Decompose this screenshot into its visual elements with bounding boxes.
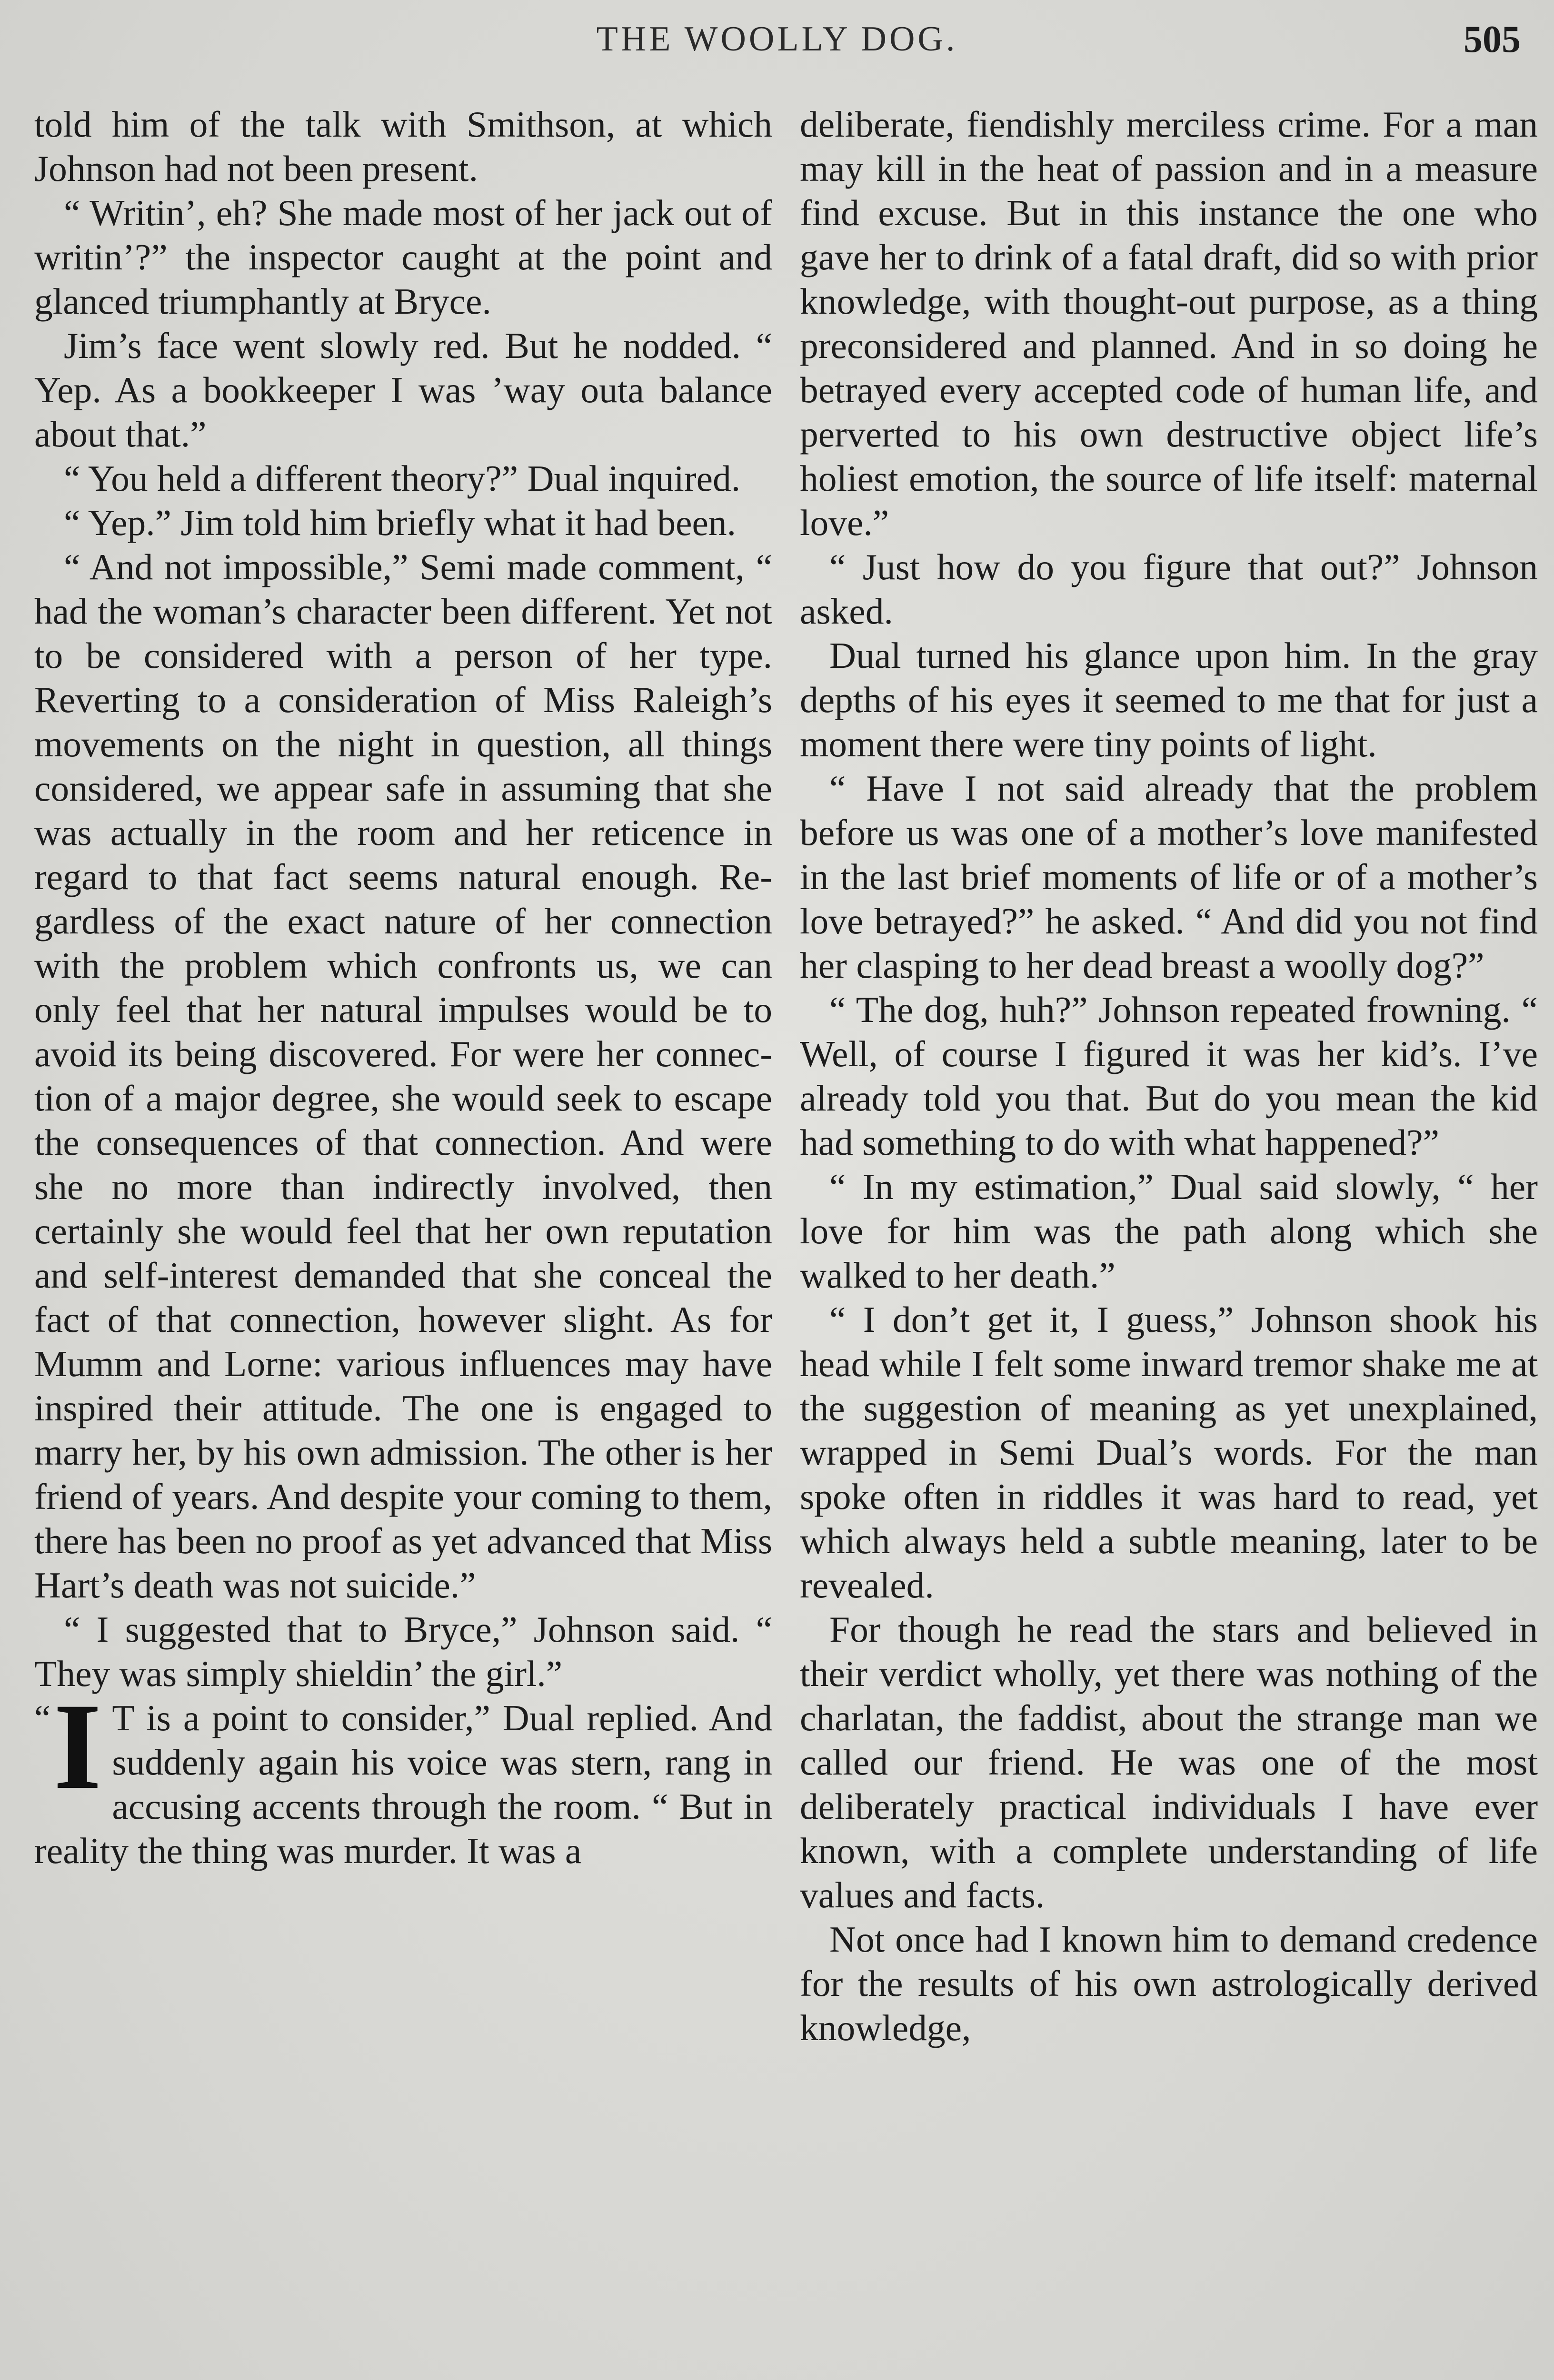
paragraph: Jim’s face went slowly red. But he nodded. “ Yep. As a bookkeeper I was ’way outa balance about that.” (34, 325, 772, 455)
paragraph: “ I suggested that to Bryce,” Johnson said. “ They was simply shieldin’ the girl.” (34, 1609, 772, 1694)
paragraph: “ You held a different theory?” Dual inquired. (64, 458, 741, 499)
paragraph: Not once had I known him to demand credence for the results of his own astrologically derived knowledge, (800, 1919, 1538, 2048)
paragraph: “ I don’t get it, I guess,” Johnson shook his head while I felt some inward tremor shake me at the suggestion of meaning as yet unexplained, wrapped in Semi Dual’s words. For the man spoke often in riddles it was hard to read, yet which always held a subtle meaning, later to be revealed. (800, 1299, 1538, 1606)
paragraph: “ And not impossible,” Semi made comment, “ had the woman’s character been different. Yet not to be considered with a person of her type. Reverting to a consideration of Miss Raleigh’s movements on the night in question, all things considered, we appear safe in assuming that she was actually in the room and her reticence in regard to that fact seems natural enough. Regardless of the exact nature of her connection with the problem which confronts us, we can only feel that her natural impulses would be to avoid its being discovered. For were her connection of a major degree, she would seek to escape the consequences of that connection. And were she no more than indirectly involved, then certainly she would feel that her own reputation and self-interest demanded that she conceal the fact of that connection, however slight. As for Mumm and Lorne: various influences may have inspired their attitude. The one is engaged to marry her, by his own admission. The other is her friend of years. And despite your coming to them, there has been no proof as yet advanced that Miss Hart’s death was not suicide.” (34, 546, 772, 1606)
paragraph: deliberate, fiendishly merciless crime. For a man may kill in the heat of passion and in a measure find excuse. But in this instance the one who gave her to drink of a fatal draft, did so with prior knowledge, with thought-out purpose, as a thing preconsidered and planned. And in so doing he betrayed every accepted code of human life, and perverted to his own destructive object life’s holiest emotion, the source of life itself: maternal love.” (800, 104, 1538, 543)
right-column (800, 102, 1538, 2380)
paragraph: Dual turned his glance upon him. In the gray depths of his eyes it seemed to me that for just a moment there were tiny points of light. (800, 635, 1538, 764)
paragraph: “ Yep.” Jim told him briefly what it had been. (64, 502, 736, 543)
page-number: 505 (1464, 19, 1521, 60)
paragraph: “ Have I not said already that the problem before us was one of a mother’s love manifested in the last brief moments of life or of a mother’s love betrayed?” he asked. “ And did you not find her clasping to her dead breast a woolly dog?” (800, 768, 1538, 986)
left-column (34, 102, 772, 2380)
paragraph: “ In my estimation,” Dual said slowly, “ her love for him was the path along which she walked to her death.” (800, 1166, 1538, 1296)
dropcap-paragraph-text: T is a point to consider,” Dual replied. And suddenly again his voice was stern, rang in accusing accents through the room. “ But in reality the thing was murder. It was a (34, 1697, 772, 1871)
running-head (33, 19, 1521, 71)
dropcap-open-quote: “ (34, 1697, 51, 1738)
paragraph: “ The dog, huh?” Johnson repeated frowning. “ Well, of course I figured it was her kid’s. I’ve already told you that. But do you mean the kid had something to do with what happened?” (800, 989, 1538, 1163)
paragraph: told him of the talk with Smithson, at which Johnson had not been present. (34, 104, 772, 189)
paragraph: “ Just how do you figure that out?” Johnson asked. (800, 546, 1538, 632)
paragraph: For though he read the stars and believed in their verdict wholly, yet there was nothing of the charlatan, the faddist, about the strange man we called our friend. He was one of the most deliberately practical individuals I have ever known, with a complete understanding of life values and facts. (800, 1609, 1538, 1915)
dropcap-letter: I (53, 1678, 102, 1815)
paragraph: “ Writin’, eh? She made most of her jack out of writin’?” the inspector caught at the point and glanced triumphantly at Bryce. (34, 192, 772, 322)
running-title: THE WOOLLY DOG. (596, 20, 958, 59)
dropcap-paragraph (34, 1678, 772, 1873)
